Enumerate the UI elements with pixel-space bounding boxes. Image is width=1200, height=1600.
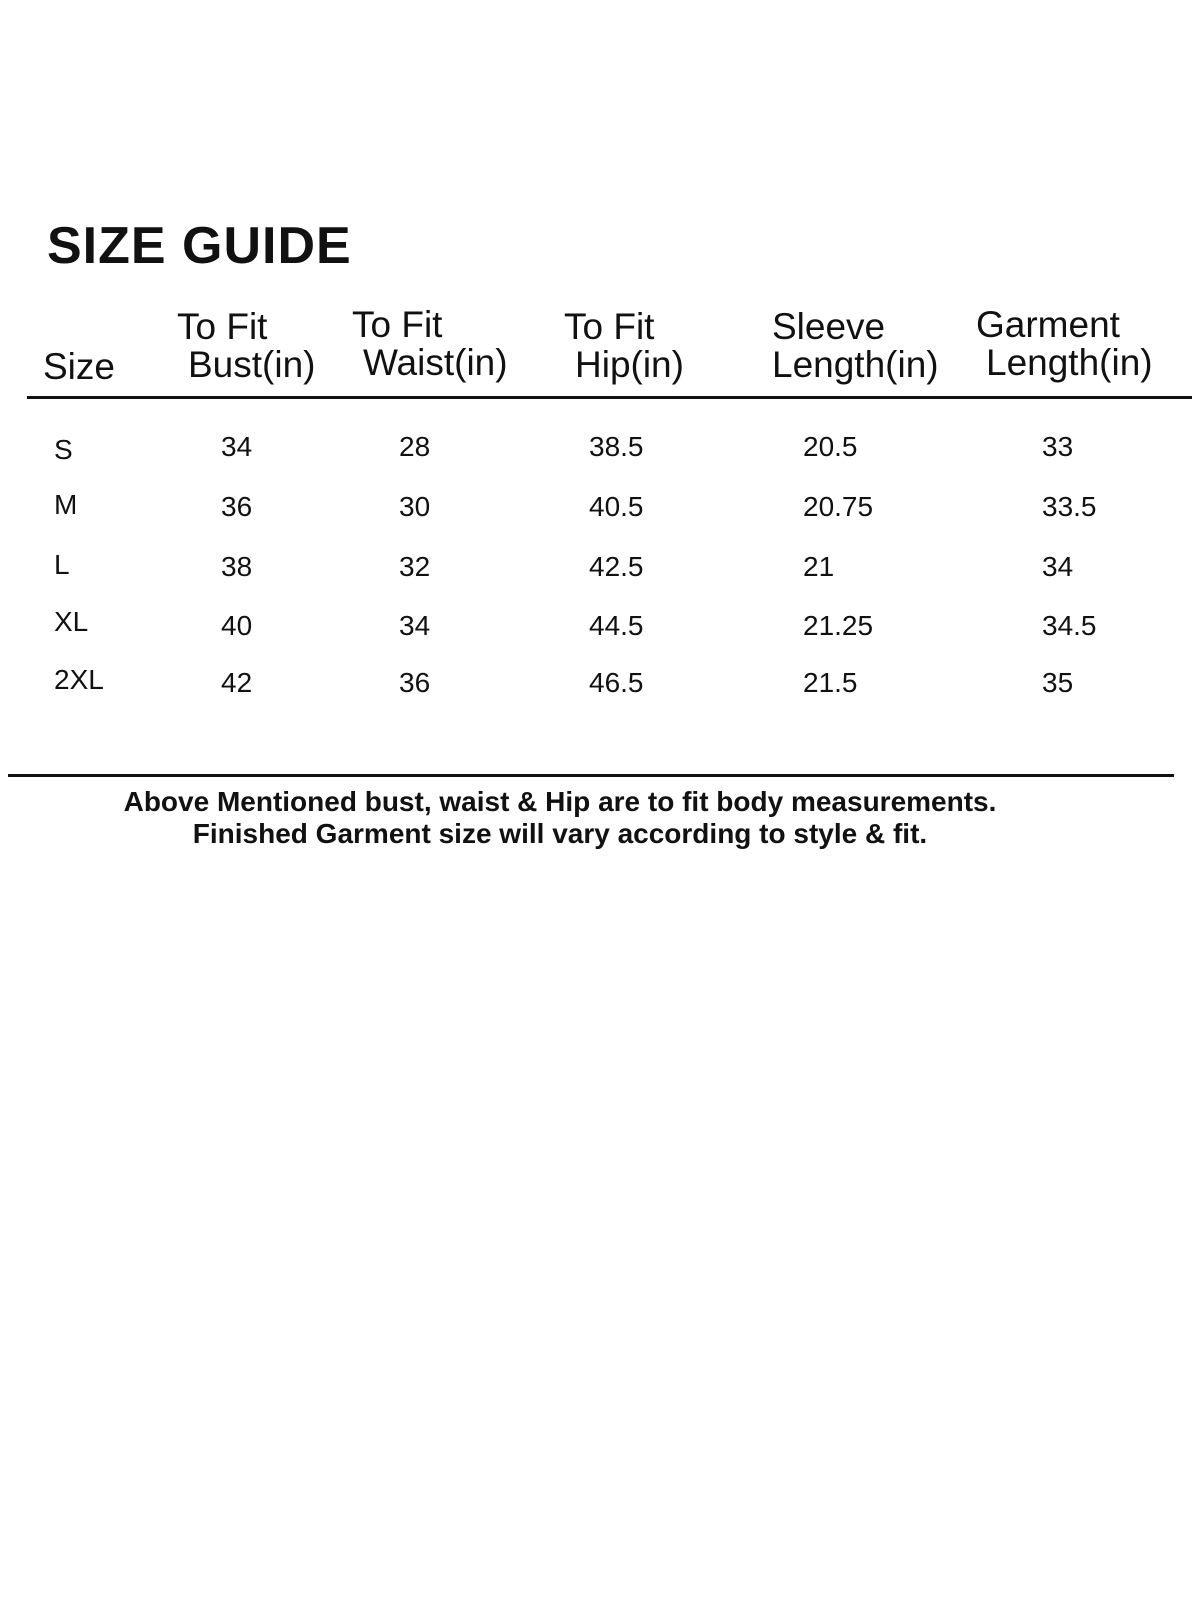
table-cell-bust: 42: [221, 667, 253, 698]
table-cell-garment: 33: [1042, 431, 1074, 462]
table-cell-hip: 42.5: [589, 551, 644, 582]
table-cell-bust: 36: [221, 491, 253, 522]
table-cell-size: 2XL: [54, 664, 104, 695]
table-cell-sleeve: 21.25: [803, 610, 874, 641]
table-cell-size: S: [54, 434, 73, 465]
column-header-bust: [177, 308, 315, 384]
footnote-line-2: Finished Garment size will vary according to style & fit.: [192, 818, 928, 849]
column-header-hip: [564, 308, 684, 384]
table-cell-sleeve: 21: [803, 551, 835, 582]
table-cell-waist: 34: [399, 610, 431, 641]
column-header-line2: Length(in): [772, 344, 939, 385]
table-cell-sleeve: 20.5: [803, 431, 858, 462]
table-cell-size: L: [54, 549, 70, 580]
footer-divider: [8, 774, 1174, 777]
column-header-sleeve: [772, 308, 939, 384]
column-header-line1: Sleeve: [772, 306, 886, 347]
column-header-garment: [976, 306, 1153, 382]
table-cell-garment: 34: [1042, 551, 1074, 582]
table-cell-bust: 34: [221, 431, 253, 462]
table-cell-hip: 38.5: [589, 431, 644, 462]
footnote-line-1: Above Mentioned bust, waist & Hip are to fit body measurements.: [123, 786, 997, 817]
column-header-line1: To Fit: [352, 304, 443, 345]
table-cell-garment: 34.5: [1042, 610, 1097, 641]
column-header-line2: Waist(in): [363, 342, 508, 383]
table-cell-bust: 38: [221, 551, 253, 582]
table-cell-garment: 33.5: [1042, 491, 1097, 522]
column-header-line1: To Fit: [177, 306, 268, 347]
table-cell-hip: 44.5: [589, 610, 644, 641]
column-header-line2: Hip(in): [575, 344, 684, 385]
column-header-line1: To Fit: [564, 306, 655, 347]
header-divider: [27, 396, 1192, 399]
table-cell-size: M: [54, 489, 78, 520]
column-header-waist: [352, 306, 508, 382]
table-cell-waist: 28: [399, 431, 431, 462]
column-header-label: Size: [43, 346, 115, 387]
column-header-size: [43, 348, 115, 386]
table-cell-hip: 40.5: [589, 491, 644, 522]
table-cell-waist: 32: [399, 551, 431, 582]
table-cell-sleeve: 20.75: [803, 491, 874, 522]
table-cell-size: XL: [54, 606, 89, 637]
column-header-line2: Length(in): [986, 342, 1153, 383]
table-cell-bust: 40: [221, 610, 253, 641]
table-cell-hip: 46.5: [589, 667, 644, 698]
column-header-line2: Bust(in): [188, 344, 316, 385]
table-cell-garment: 35: [1042, 667, 1074, 698]
table-cell-waist: 30: [399, 491, 431, 522]
column-header-line1: Garment: [976, 304, 1120, 345]
table-cell-sleeve: 21.5: [803, 667, 858, 698]
page-title: SIZE GUIDE: [47, 217, 352, 275]
table-header: [0, 304, 1200, 398]
table-cell-waist: 36: [399, 667, 431, 698]
